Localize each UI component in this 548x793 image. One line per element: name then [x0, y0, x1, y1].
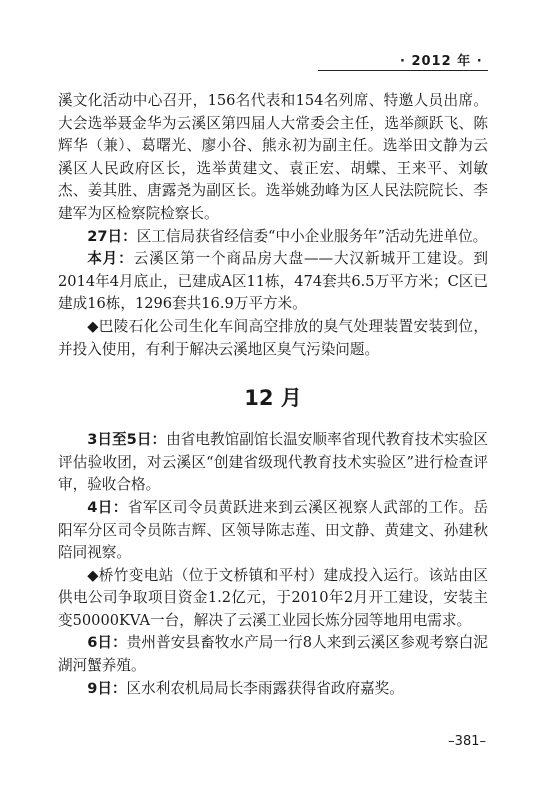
- page-body: [58, 90, 488, 700]
- entry-date: 本月：: [87, 250, 134, 268]
- entry-date: 6日：: [87, 634, 127, 652]
- entry-text: 区工信局获省经信委“中小企业服务年”活动先进单位。: [136, 227, 488, 245]
- entry-date: 27日：: [87, 227, 137, 245]
- entry-paragraph: [58, 632, 488, 677]
- header-rule: [318, 70, 488, 71]
- entry-text: 云溪区第一个商品房大盘——大汉新城开工建设。到2014年4月底止，已建成A区11栋，474套共6.5万平方米；C区已建成16栋，1296套共16.9万平方米。: [58, 250, 488, 313]
- entry-paragraph: [58, 429, 488, 497]
- entry-paragraph: [58, 248, 488, 316]
- entry-text: 区水利农机局局长李雨露获得省政府嘉奖。: [126, 679, 404, 697]
- entry-paragraph: [58, 226, 488, 249]
- entry-text: ◆巴陵石化公司生化车间高空排放的臭气处理装置安装到位，并投入使用，有利于解决云溪地区臭气污染问题。: [58, 317, 488, 358]
- entry-paragraph: [58, 678, 488, 701]
- entry-text: 省军区司令员黄跃进来到云溪区视察人武部的工作。岳阳军分区司令员陈吉辉、区领导陈志莲、田文静、黄建文、孙建秋陪同视察。: [58, 498, 488, 562]
- entry-date: 4日：: [87, 498, 128, 516]
- header-year: · 2012 年 ·: [400, 54, 483, 69]
- entry-paragraph: [58, 316, 488, 361]
- entry-paragraph: [58, 565, 488, 633]
- page-number: –381–: [448, 734, 486, 749]
- entry-text: 贵州普安县畜牧水产局一行8人来到云溪区参观考察白泥湖河蟹养殖。: [58, 634, 488, 675]
- entry-text: 由省电教馆副馆长温安顺率省现代教育技术实验区评估验收团，对云溪区“创建省级现代教育技术实验区”进行检查评审，验收合格。: [58, 431, 488, 494]
- entry-text: ◆桥竹变电站（位于文桥镇和平村）建成投入运行。该站由区供电公司争取项目资金1.2亿元，于2010年2月开工建设，安装主变50000KVA一台，解决了云溪工业园长炼分园等地用电需求。: [58, 566, 488, 629]
- entry-text: 溪文化活动中心召开，156名代表和154名列席、特邀人员出席。大会选举聂金华为云溪区第四届人大常委会主任，选举颜跃飞、陈辉华（兼）、葛曙光、廖小谷、熊永初为副主任。选举田文静为云溪区人民政府区长，选举黄建文、袁正宏、胡蝶、王来平、刘敏杰、姜其胜、唐露尧为副区长。选举姚劲峰为区人民法院院长、李建军为区检察院检察长。: [58, 92, 488, 222]
- entry-paragraph: [58, 497, 488, 565]
- section-title: 12 月: [244, 386, 302, 411]
- entry-date: 3日至5日：: [87, 431, 167, 449]
- entry-paragraph: [58, 90, 488, 226]
- entry-date: 9日：: [87, 679, 127, 697]
